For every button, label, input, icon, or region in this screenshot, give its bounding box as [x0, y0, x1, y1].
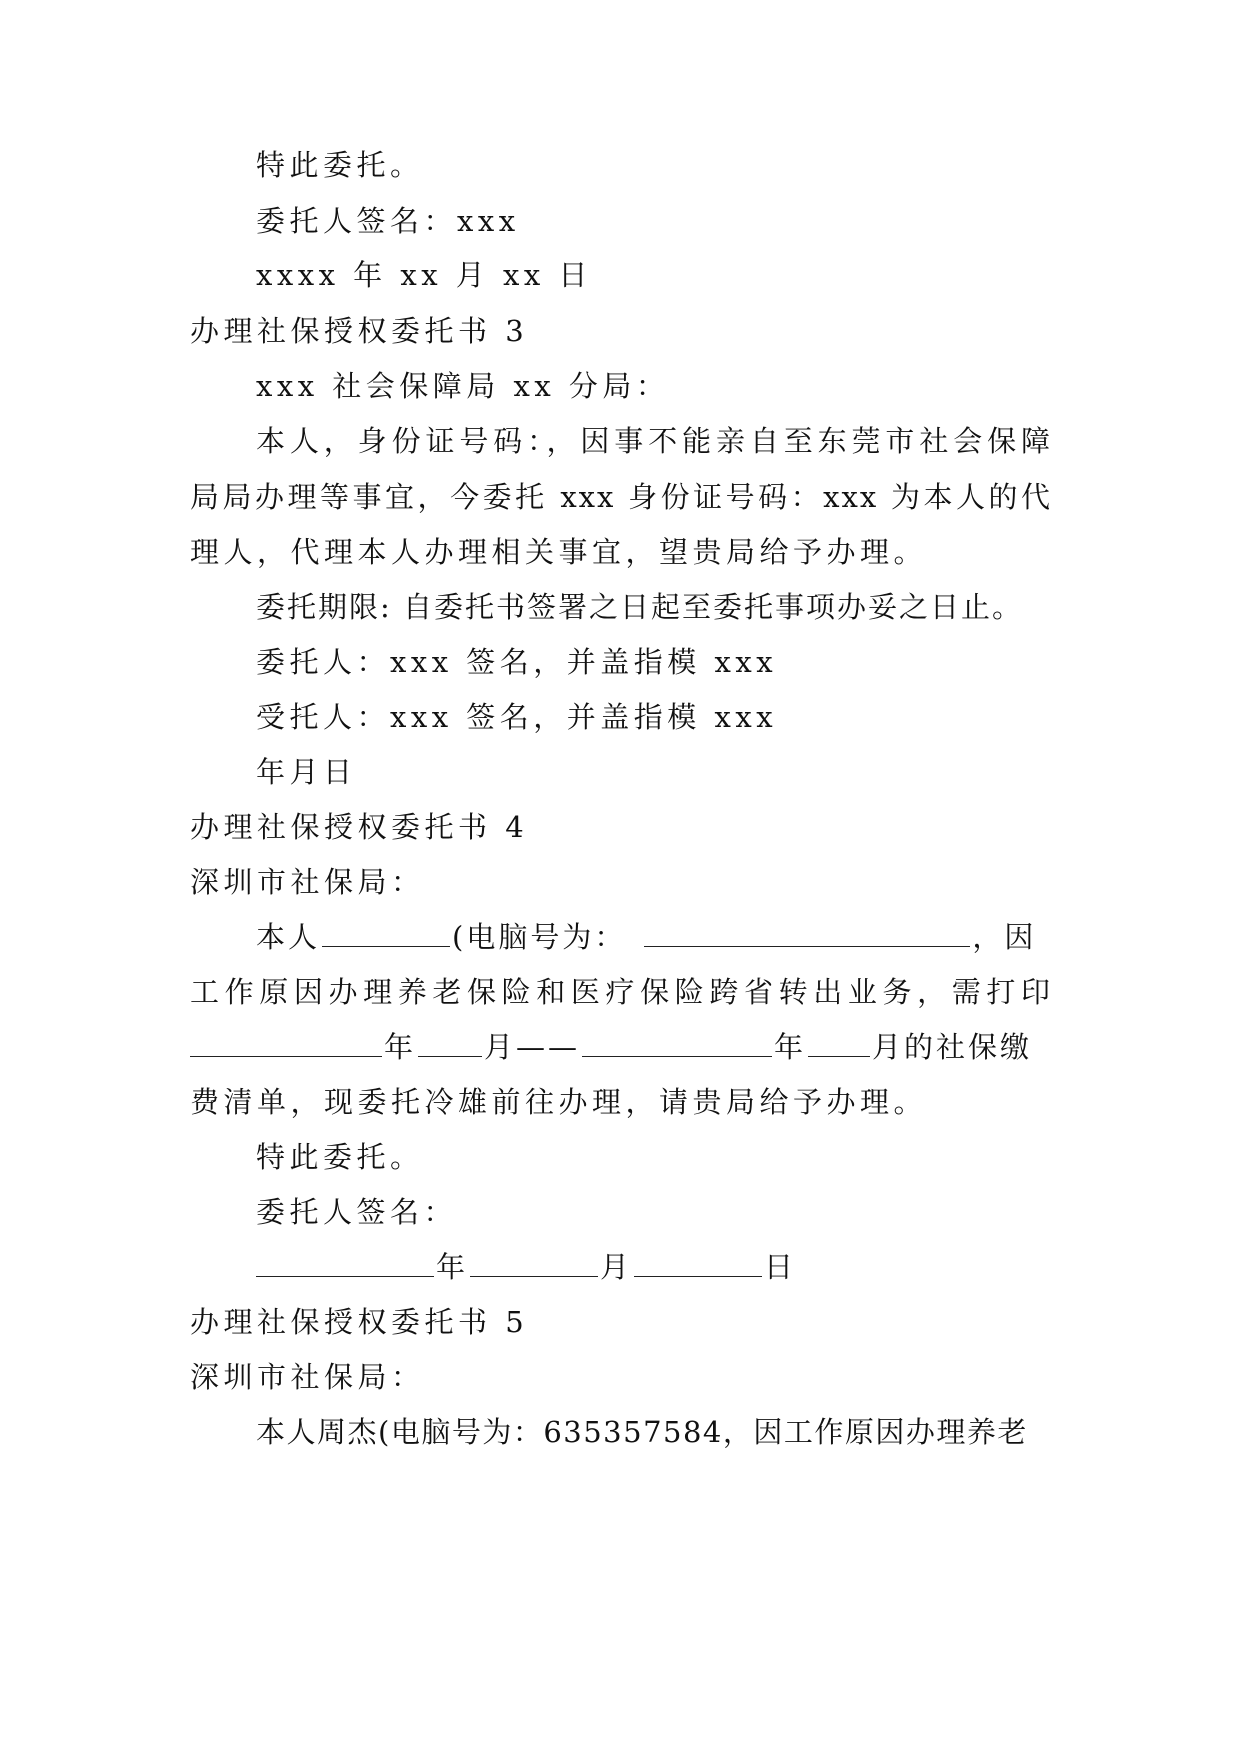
- section-title: 办理社保授权委托书 3: [190, 314, 529, 348]
- date-day: 日: [764, 1250, 797, 1284]
- term-line: 委托期限: 自委托书签署之日起至委托事项办妥之日止。: [256, 590, 1023, 624]
- body-text: ，因: [972, 920, 1037, 954]
- blank-field: [644, 920, 970, 947]
- blank-field: [418, 1030, 482, 1057]
- body-paragraph-line: 本人周杰(电脑号为：635357584，因工作原因办理养老: [256, 1415, 1028, 1449]
- blank-field: [256, 1250, 434, 1277]
- body-text: 月——: [484, 1030, 581, 1064]
- blank-field: [470, 1250, 598, 1277]
- body-text: (电脑号为：: [452, 920, 627, 954]
- signature-line: 委托人签名：: [256, 1195, 458, 1229]
- body-paragraph-line: 理人，代理本人办理相关事宜，望贵局给予办理。: [190, 535, 928, 569]
- body-text: 月的社保缴: [872, 1030, 1033, 1064]
- blank-field: [808, 1030, 870, 1057]
- addressee: 深圳市社保局：: [190, 865, 425, 899]
- body-paragraph-line: 局局办理等事宜，今委托 xxx 身份证号码：xxx 为本人的代: [190, 480, 1052, 514]
- addressee: 深圳市社保局：: [190, 1360, 425, 1394]
- date-month: 月: [600, 1250, 633, 1284]
- body-paragraph-line: 费清单，现委托冷雄前往办理，请贵局给予办理。: [190, 1085, 928, 1119]
- date-line: 年月日: [256, 755, 357, 789]
- body-text: 本人: [256, 920, 321, 954]
- blank-field: [634, 1250, 762, 1277]
- section-title: 办理社保授权委托书 5: [190, 1305, 529, 1339]
- body-paragraph-line: 工作原因办理养老保险和医疗保险跨省转出业务，需打印: [190, 975, 1052, 1009]
- section-title: 办理社保授权委托书 4: [190, 810, 529, 844]
- blank-field: [322, 920, 450, 947]
- agent-line: 受托人：xxx 签名，并盖指模 xxx: [256, 700, 778, 734]
- addressee: xxx 社会保障局 xx 分局：: [256, 369, 670, 403]
- date-line: [256, 1248, 796, 1286]
- date-line: xxxx 年 xx 月 xx 日: [256, 258, 592, 292]
- body-paragraph-line: [190, 1028, 1032, 1066]
- body-text: 年: [384, 1030, 417, 1064]
- date-year: 年: [436, 1250, 469, 1284]
- closing-text: 特此委托。: [256, 148, 424, 182]
- blank-field: [582, 1030, 772, 1057]
- body-paragraph-line: [256, 918, 1036, 956]
- blank-field: [190, 1030, 382, 1057]
- principal-line: 委托人：xxx 签名，并盖指模 xxx: [256, 645, 778, 679]
- body-paragraph-line: 本人，身份证号码：，因事不能亲自至东莞市社会保障: [256, 424, 1052, 458]
- closing-text: 特此委托。: [256, 1140, 424, 1174]
- body-text: 年: [774, 1030, 807, 1064]
- signature-line: 委托人签名：xxx: [256, 204, 520, 238]
